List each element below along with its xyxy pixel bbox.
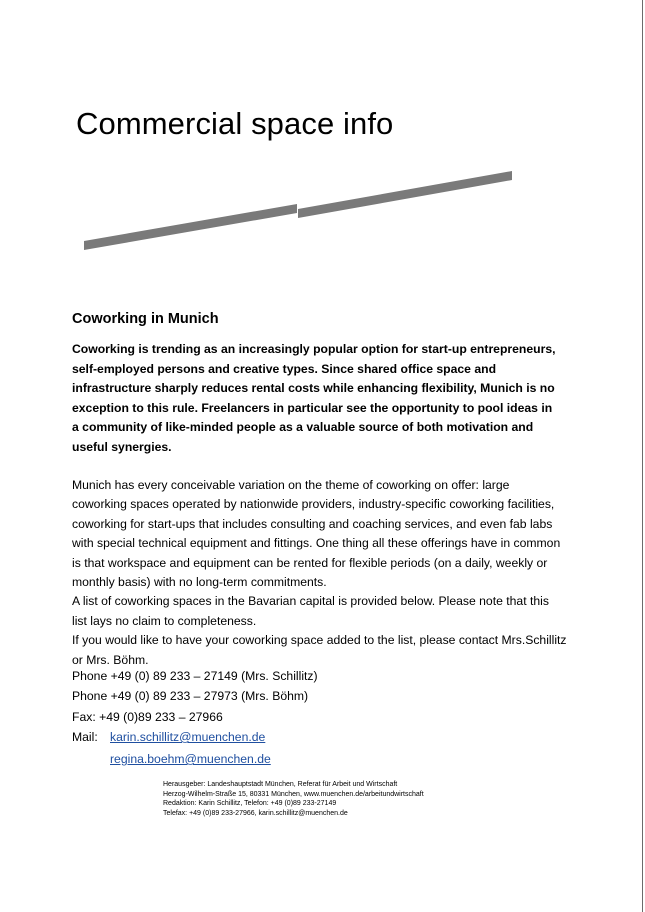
- fax-number: Fax: +49 (0)89 233 – 27966: [72, 710, 223, 724]
- section-heading: Coworking in Munich: [72, 311, 219, 327]
- footer-line: Telefax: +49 (0)89 233-27966, karin.schillitz@muenchen.de: [163, 809, 348, 817]
- mail-label: Mail:: [72, 730, 98, 744]
- body-paragraph: Munich has every conceivable variation on the theme of coworking on offer: large coworking spaces operated by nationwide providers, industry-specific coworking facilities, coworking for start-ups that includes consulting and coaching services, and even fab labs with special technical equipment and fittings. One thing all these offerings have in common is that workspace and equipment can be rented for flexible periods (on a daily, weekly or monthly basis) with no long-term commitments.: [72, 478, 561, 590]
- footer-line: Redaktion: Karin Schillitz, Telefon: +49 (0)89 233-27149: [163, 800, 337, 808]
- stripe-left: [84, 204, 297, 250]
- phone-schillitz: Phone +49 (0) 89 233 – 27149 (Mrs. Schillitz): [72, 669, 318, 683]
- email-link-boehm[interactable]: regina.boehm@muenchen.de: [110, 752, 271, 766]
- intro-paragraph: Coworking is trending as an increasingly popular option for start-up entrepreneurs, self-employed persons and creative types. Since shared office space and infrastructure sharply reduces rental costs while enhancing flexibility, Munich is no exception to this rule. Freelancers in particular see the opportunity to pool ideas in a community of like-minded people as a valuable source of both motivation and useful synergies.: [72, 342, 556, 454]
- email-link-schillitz[interactable]: karin.schillitz@muenchen.de: [110, 730, 266, 744]
- footer-line: Herausgeber: Landeshauptstadt München, Referat für Arbeit und Wirtschaft: [163, 781, 398, 788]
- document-title: Commercial space info: [76, 106, 394, 141]
- phone-boehm: Phone +49 (0) 89 233 – 27973 (Mrs. Böhm): [72, 689, 309, 703]
- body-paragraph: A list of coworking spaces in the Bavarian capital is provided below. Please note that this list lays no claim to completeness.: [72, 594, 549, 628]
- footer-line: Herzog-Wilhelm-Straße 15, 80331 München, www.muenchen.de/arbeitundwirtschaft: [163, 790, 424, 798]
- publisher-footer: [163, 780, 493, 818]
- stripe-right: [298, 171, 512, 218]
- decorative-stripes: [0, 0, 645, 300]
- body-paragraph: If you would like to have your coworking space added to the list, please contact Mrs.Schillitz or Mrs. Böhm.: [72, 633, 567, 667]
- body-text: [72, 476, 567, 670]
